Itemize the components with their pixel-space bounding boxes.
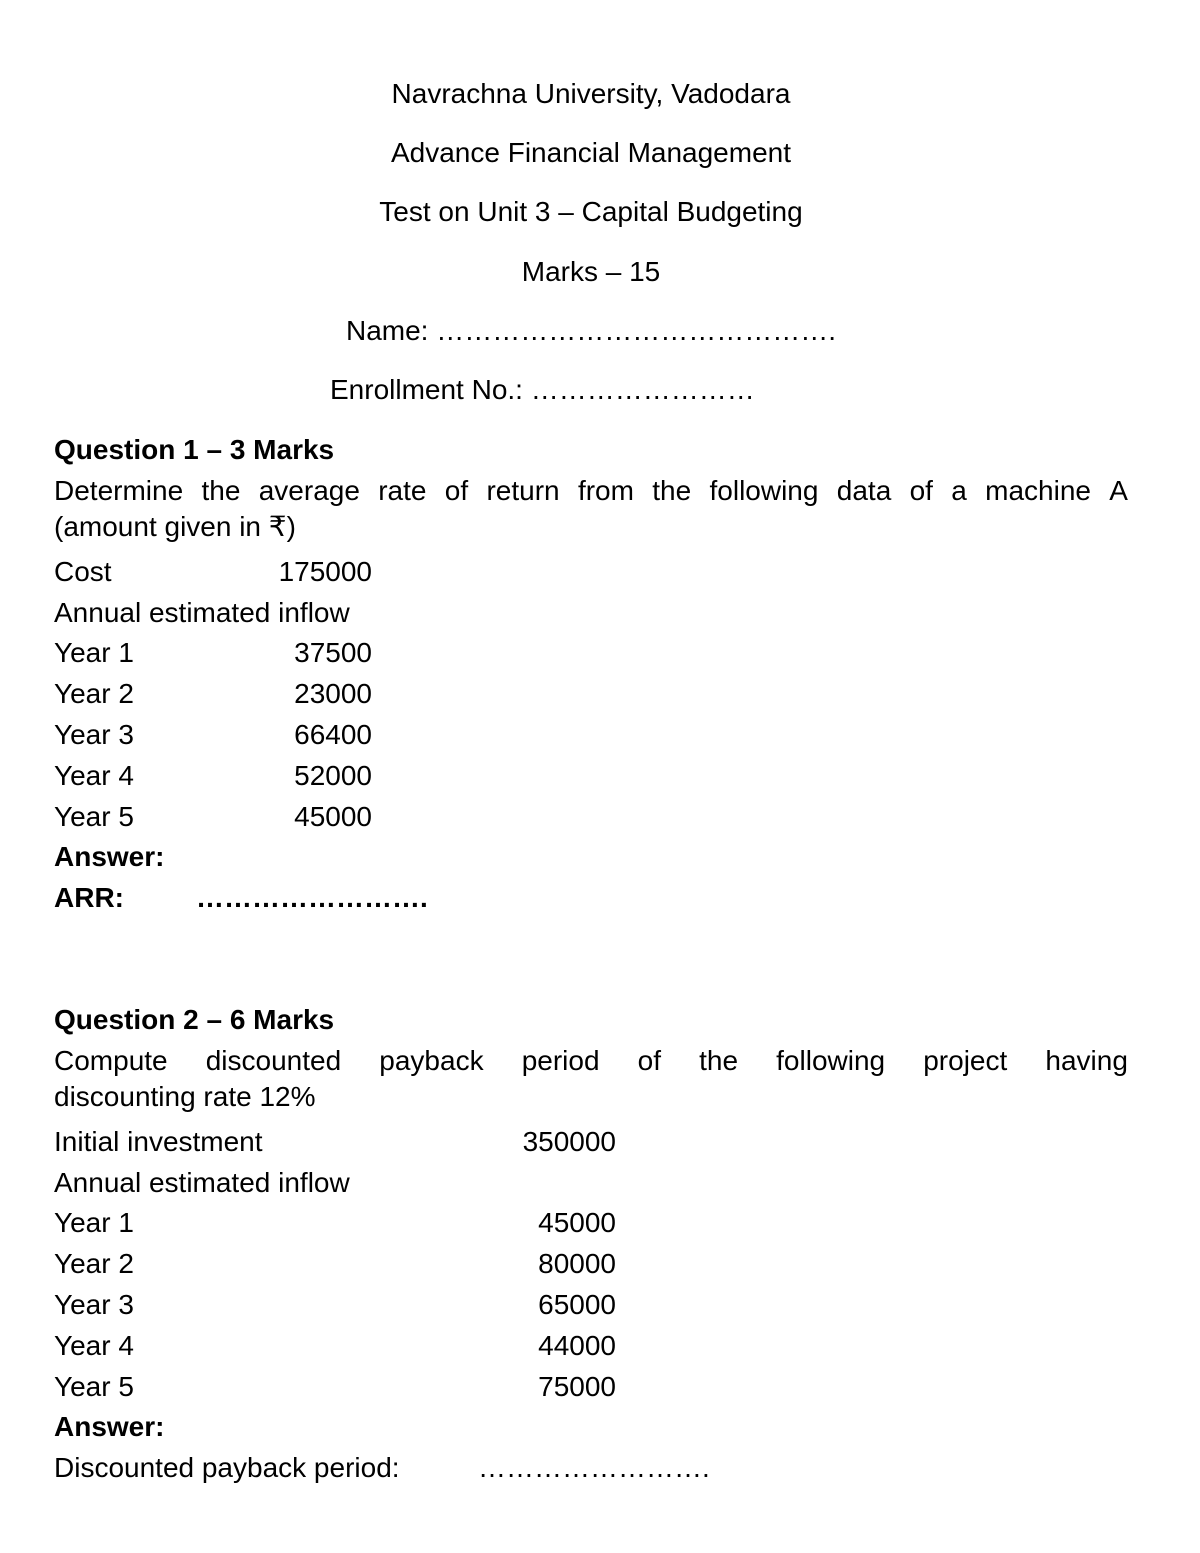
q1-year-value: 23000 [294,678,372,709]
q1-prompt-word: following [709,475,819,506]
q2-prompt-word: payback [379,1045,484,1076]
q1-prompt-word: the [201,475,241,506]
question-1-prompt-line-2: (amount given in ₹) [54,511,296,542]
q1-answer-label: Answer: [54,841,165,872]
question-1-prompt [54,473,1128,545]
question-2-prompt-line-1 [54,1043,1128,1079]
q1-prompt-word: the [652,475,692,506]
q1-prompt-word: average [258,475,360,506]
q2-year-label: Year 1 [54,1207,134,1238]
q2-investment-label: Initial investment [54,1126,263,1157]
q2-investment-value: 350000 [522,1126,616,1157]
question-1-title: Question 1 – 3 Marks [54,434,335,465]
q1-year-label: Year 2 [54,678,134,709]
question-1-prompt-line-1 [54,473,1128,509]
question-2-prompt-line-2: discounting rate 12% [54,1081,316,1112]
q2-year-label: Year 3 [54,1289,134,1320]
q2-year-value: 45000 [538,1207,616,1238]
question-2-title: Question 2 – 6 Marks [54,1004,335,1035]
q1-prompt-word: return [486,475,560,506]
q1-prompt-word: of [444,475,469,506]
q2-dpp-label: Discounted payback period: [54,1452,400,1483]
q2-prompt-word: period [521,1045,600,1076]
q1-prompt-word: data [836,475,892,506]
q2-year-label: Year 2 [54,1248,134,1279]
test-title: Test on Unit 3 – Capital Budgeting [379,196,803,227]
q1-year-label: Year 4 [54,760,134,791]
q2-year-label: Year 4 [54,1330,134,1361]
q2-year-value: 44000 [538,1330,616,1361]
q2-answer-label: Answer: [54,1411,165,1442]
q1-prompt-word: of [909,475,933,506]
q2-prompt-word: the [699,1045,739,1076]
q1-year-value: 37500 [294,637,372,668]
q2-dpp-blank: ……………………. [478,1452,710,1483]
q2-prompt-word: having [1045,1045,1128,1076]
university-title: Navrachna University, Vadodara [391,78,791,109]
name-field: Name: ……………………………………. [345,315,837,346]
q1-prompt-word: Determine [54,475,184,506]
q1-year-value: 45000 [294,801,372,832]
question-2-prompt [54,1043,1128,1115]
q2-year-value: 65000 [538,1289,616,1320]
q2-year-value: 80000 [538,1248,616,1279]
q1-inflow-label: Annual estimated inflow [54,597,350,628]
enrollment-field: Enrollment No.: …………………… [330,374,755,405]
q1-cost-label: Cost [54,556,112,587]
total-marks: Marks – 15 [521,256,661,287]
q1-year-label: Year 5 [54,801,134,832]
q1-year-label: Year 1 [54,637,134,668]
q1-prompt-word: machine [985,475,1091,506]
course-title: Advance Financial Management [390,137,791,168]
q1-prompt-word: A [1109,475,1128,506]
q1-prompt-word: a [951,475,967,506]
q1-prompt-word: from [577,475,634,506]
q1-arr-label: ARR: [54,882,124,913]
q2-prompt-word: Compute [54,1045,168,1076]
q2-inflow-label: Annual estimated inflow [54,1167,350,1198]
q1-arr-blank: ……………………. [196,882,428,913]
q2-year-value: 75000 [538,1371,616,1402]
q1-year-value: 52000 [294,760,372,791]
q1-year-value: 66400 [294,719,372,750]
q1-prompt-word: rate [378,475,427,506]
q2-prompt-word: following [776,1045,886,1076]
q2-prompt-word: of [637,1045,661,1076]
q1-cost-value: 175000 [278,556,372,587]
q1-year-label: Year 3 [54,719,134,750]
q2-year-label: Year 5 [54,1371,134,1402]
q2-prompt-word: project [923,1045,1008,1076]
q2-prompt-word: discounted [205,1045,342,1076]
